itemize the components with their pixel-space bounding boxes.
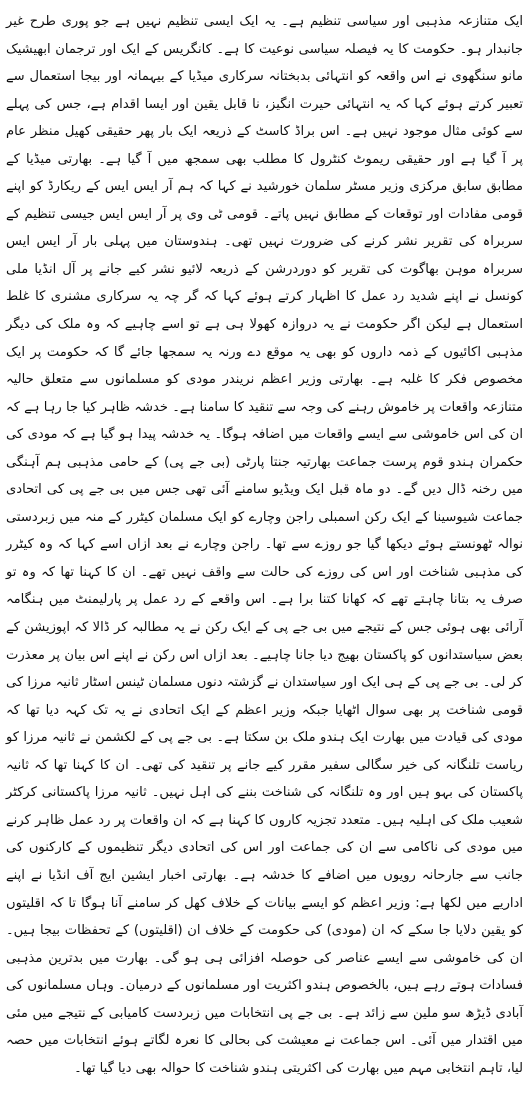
article-body-text: ایک متنازعہ مذہبی اور سیاسی تنظیم ہے۔ یہ ایک ایسی تنظیم نہیں ہے جو پوری طرح غیر جانبدار ہو۔ حکومت کا یہ فیصلہ سیاسی نوعیت کا ہے۔ کانگریس کے ایک اور ترجمان ابھیشیک مانو سنگھوی نے اس واقعہ کو انتہائی بدبختانہ سرکاری میڈیا کے بیہمانہ اور بیجا استعمال سے تعبیر کرتے ہوئے کہا کہ یہ انتہائی حیرت انگیز، نا قابل یقین اور ایسا اقدام ہے، جس کی پہلے سے کوئی مثال موجود نہیں ہے۔ اس براڈ کاسٹ کے ذریعہ ایک بار پھر حقیقی کھیل منظر عام پر آ گیا ہے اور حقیقی ریموٹ کنٹرول کا مطلب بھی سمجھ میں آ گیا ہے۔ بھارتی میڈیا کے مطابق سابق مرکزی وزیر مسٹر سلمان خورشید نے کہا کہ ہم آر ایس ایس کے ریکارڈ کو اپنے قومی مفادات اور توقعات کے مطابق نہیں پاتے۔ قومی ٹی وی پر آر ایس ایس جیسی تنظیم کے سربراہ کی تقریر نشر کرنے کی ضرورت نہیں تھی۔ ہندوستان میں پہلی بار آر ایس ایس سربراہ موہن بھاگوت کی تقریر کو دوردرشن کے ذریعہ لائیو نشر کیے جانے پر آل انڈیا ملی کونسل نے اپنے شدید رد عمل کا اظہار کرتے ہوئے کہا کہ گر چہ یہ سرکاری مشنری کا غلط استعمال ہے لیکن اگر حکومت نے یہ دروازہ کھولا ہی ہے تو اسے چاہیے کہ وہ ملک کی دیگر مذہبی اکائیوں کے ذمہ داروں کو بھی یہ موقع دے ورنہ یہ سمجھا جائے گا کہ حکومت پر ایک مخصوص فکر کا غلبہ ہے۔ بھارتی وزیر اعظم نریندر مودی کو مسلمانوں سے متعلق حالیہ متنازعہ واقعات پر خاموش رہنے کی وجہ سے تنقید کا سامنا ہے۔ خدشہ ظاہر کیا جا رہا ہے کہ ان کی اس خاموشی سے ایسے واقعات میں اضافہ ہوگا۔ یہ خدشہ پیدا ہو گیا ہے کہ مودی کی حکمران ہندو قوم پرست جماعت بھارتیہ جنتا پارٹی (بی جے پی) کے حامی مذہبی ہم آہنگی میں رخنہ ڈال دیں گے۔ دو ماہ قبل ایک ویڈیو سامنے آئی تھی جس میں بی جے پی کی اتحادی جماعت شیوسینا کے ایک رکن اسمبلی راجن وچارے کو ایک مسلمان کیٹرر کے منہ میں زبردستی نوالہ ٹھونستے ہوئے دیکھا گیا جو روزے سے تھا۔ راجن وچارے نے بعد ازاں اسے کہا کہ وہ کیٹرر کی مذہبی شناخت اور اس کی روزے کی حالت سے واقف نہیں تھے۔ ان کا کہنا تھا کہ وہ تو صرف یہ بتانا چاہتے تھے کہ کھانا کتنا برا ہے۔ اس واقعے کے رد عمل پر پارلیمنٹ میں ہنگامہ آرائی بھی ہوئی جس کے نتیجے میں بی جے پی کے ایک رکن نے یہ مطالبہ کر ڈالا کہ اپوزیشن کے بعض سیاستدانوں کو پاکستان بھیج دیا جانا چاہیے۔ بعد ازاں اس رکن نے اپنے اس بیان پر معذرت کر لی۔ بی جے پی کے ہی ایک اور سیاستدان نے گزشتہ دنوں مسلمان ٹینس اسٹار ثانیہ مرزا کی قومی شناخت پر بھی سوال اٹھایا جبکہ وزیر اعظم کے ایک اتحادی نے یہ تک کہہ دیا تھا کہ مودی کی قیادت میں بھارت ایک ہندو ملک بن سکتا ہے۔ بی جے پی کے لکشمن نے ثانیہ مرزا کو ریاست تلنگانہ کی خیر سگالی سفیر مقرر کیے جانے پر تنقید کی تھی۔ ان کا کہنا تھا کہ ثانیہ پاکستان کی بہو ہیں اور وہ تلنگانہ کی شناخت بننے کی اہل نہیں۔ ثانیہ مرزا پاکستانی کرکٹر شعیب ملک کی اہلیہ ہیں۔ متعدد تجزیہ کاروں کا کہنا ہے کہ ان واقعات پر رد عمل ظاہر کرنے میں مودی کی ناکامی سے ان کی جماعت اور اس کی اتحادی دیگر تنظیموں کے کارکنوں کی جانب سے جارحانہ رویوں میں اضافے کا خدشہ ہے۔ بھارتی اخبار ایشین ایج آف انڈیا نے اپنے اداریے میں لکھا ہے: وزیر اعظم کو ایسے بیانات کے خلاف کھل کر سامنے آنا ہوگا تا کہ اقلیتوں کو یقین دلایا جا سکے کہ ان (مودی) کی حکومت کے خلاف ان (اقلیتوں) کے تحفظات بیجا ہیں۔ ان کی خاموشی سے ایسے عناصر کی حوصلہ افزائی ہی ہو گی۔ بھارت میں بدترین مذہبی فسادات ہوتے رہے ہیں، بالخصوص ہندو اکثریت اور مسلمانوں کے درمیان۔ وہاں مسلمانوں کی آبادی ڈیڑھ سو ملین سے زائد ہے۔ بی جے پی انتخابات میں زبردست کامیابی کے نتیجے میں مئی میں اقتدار میں آئی۔ اس جماعت نے معیشت کی بحالی کا نعرہ لگاتے ہوئے انتخابات میں حصہ لیا، تاہم انتخابی مہم میں بھارت کی اکثریتی ہندو شناخت کا حوالہ بھی دیا گیا تھا۔ bbox=[6, 14, 523, 1076]
